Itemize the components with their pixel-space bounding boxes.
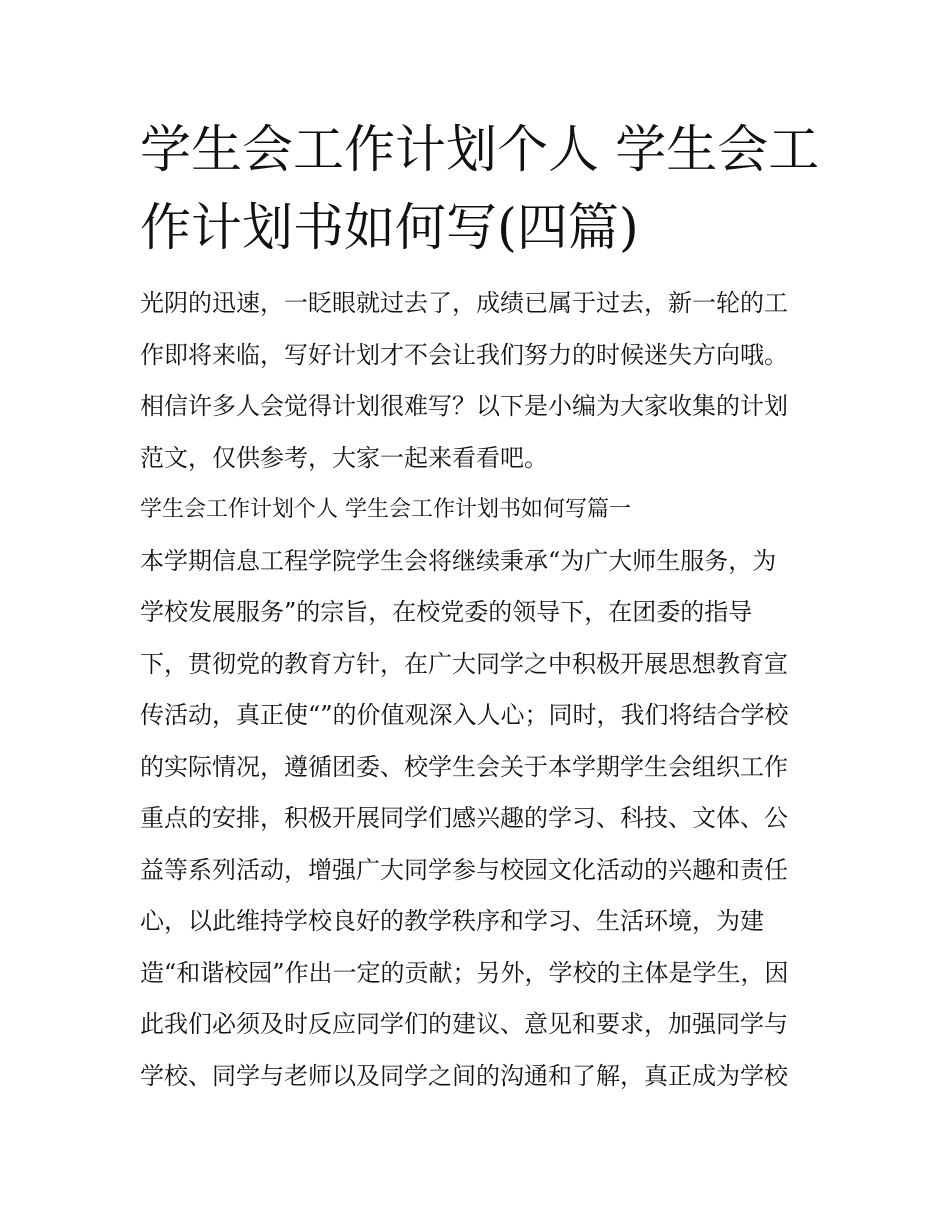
body-line: 本学期信息工程学院学生会将继续秉承“为广大师生服务，为 [140, 546, 777, 575]
body-line: 光阴的迅速，一眨眼就过去了，成绩已属于过去，新一轮的工 [140, 289, 788, 317]
body-line: 心，以此维持学校良好的教学秩序和学习、生活环境，为建 [140, 907, 764, 935]
body-line: 传活动，真正使“”的价值观深入人心；同时，我们将结合学校 [140, 701, 789, 729]
body-line: 下，贯彻党的教育方针，在广大同学之中积极开展思想教育宣 [140, 649, 788, 678]
section-heading: 学生会工作计划个人 学生会工作计划书如何写篇一 [140, 497, 631, 522]
body-line: 相信许多人会觉得计划很难写？以下是小编为大家收集的计划 [140, 392, 788, 420]
body-line: 作即将来临，写好计划才不会让我们努力的时候迷失方向哦。 [140, 340, 788, 369]
body-line: 此我们必须及时反应同学们的建议、意见和要求，加强同学与 [140, 1010, 788, 1038]
body-line: 学校发展服务”的宗旨，在校党委的领导下，在团委的指导 [140, 598, 753, 626]
body-line: 重点的安排，积极开展同学们感兴趣的学习、科技、文体、公 [140, 804, 788, 832]
document-body [140, 278, 830, 1102]
body-line: 造“和谐校园”作出一定的贡献；另外，学校的主体是学生，因 [140, 958, 789, 987]
body-line: 的实际情况，遵循团委、校学生会关于本学期学生会组织工作 [140, 752, 788, 781]
body-line: 范文，仅供参考，大家一起来看看吧。 [140, 443, 548, 472]
title-line: 学生会工作计划个人 学生会工 [140, 121, 820, 180]
body-line: 益等系列活动，增强广大同学参与校园文化活动的兴趣和责任 [140, 855, 788, 884]
document-title [140, 112, 830, 268]
title-line: 作计划书如何写(四篇) [140, 199, 639, 258]
body-line: 学校、同学与老师以及同学之间的沟通和了解，真正成为学校 [140, 1061, 788, 1090]
